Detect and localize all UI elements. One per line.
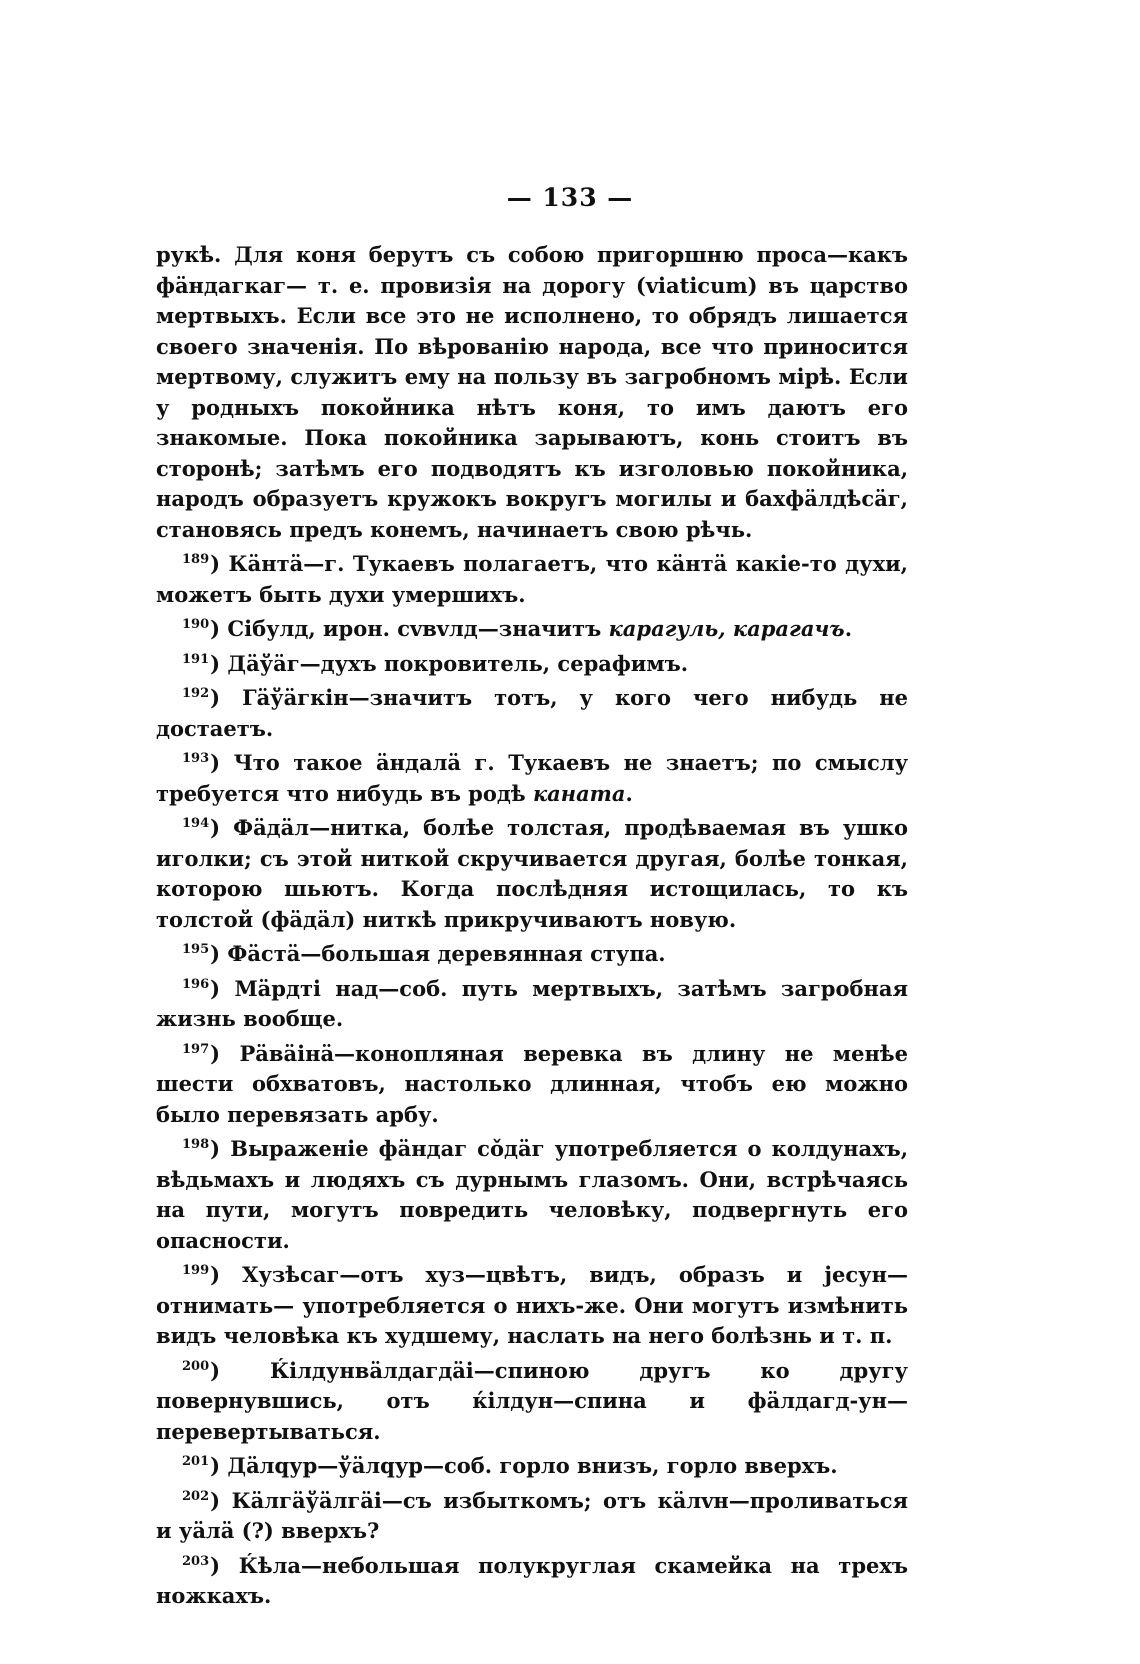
footnote-189: $^{189}$) Кäнтä—г. Тукаевъ полагаетъ, что кäнтä какіе-то духи, можетъ быть духи умершихъ. xyxy=(156,551,908,607)
footnote-number: 193 xyxy=(182,751,210,766)
footnote-text: Выраженіе фäндаг сǒдäг употребляется о колдунахъ, вѣдьмахъ и людяхъ съ дурнымъ глазомъ. Они, встрѣчаясь на пути, могутъ повредить человѣку, подвергнуть его опасности. xyxy=(156,1136,909,1253)
footnote-text: Кäнтä—г. Тукаевъ полагаетъ, что кäнтä какіе-то духи, можетъ быть духи умершихъ. xyxy=(156,551,908,607)
footnote-emphasis: карагуль, карагачъ xyxy=(608,616,845,641)
footnote-number: 195 xyxy=(182,942,210,957)
footnote-text: Гäўäгкін—значитъ тотъ, у кого чего нибудь не достаетъ. xyxy=(156,685,908,741)
footnote-text: Рäвäінä—конопляная веревка въ длину не менѣе шести обхватовъ, настолько длинная, чтобъ ею можно было перевязать арбу. xyxy=(156,1040,908,1127)
footnote-200: $^{200}$) Ќілдунвäлдагдäі—спиною другъ ко другу повернувшись, отъ ќілдун—спина и фäлдагд-ун—перевертываться. xyxy=(156,1357,908,1444)
footnote-number: 194 xyxy=(182,816,210,831)
footnote-195: $^{195}$) Фäстä—большая деревянная ступа. xyxy=(182,941,666,966)
footnote-number: 199 xyxy=(182,1263,210,1278)
footnote-198: $^{198}$) Выраженіе фäндаг сǒдäг употребляется о колдунахъ, вѣдьмахъ и людяхъ съ дурнымъ глазомъ. Они, встрѣчаясь на пути, могутъ повредить человѣку, подвергнуть его опасности. xyxy=(156,1136,909,1253)
footnote-191: $^{191}$) Дäўäг—духъ покровитель, серафимъ. xyxy=(182,650,689,676)
footnote-203: $^{203}$) Ќѣла—небольшая полукруглая скамейка на трехъ ножкахъ. xyxy=(156,1552,908,1608)
footnote-text: Ќілдунвäлдагдäі—спиною другъ ко другу повернувшись, отъ ќілдун—спина и фäлдагд-ун—перевертываться. xyxy=(156,1357,908,1444)
footnote-tail: . xyxy=(844,616,853,641)
footnote-193: $^{193}$) Что такое äндалä г. Тукаевъ не знаетъ; по смыслу требуется что нибудь въ родѣ каната. xyxy=(156,750,909,806)
footnote-text: Дäўäг—духъ покровитель, серафимъ. xyxy=(227,650,689,676)
footnote-196: $^{196}$) Мäрдті над—соб. путь мертвыхъ, затѣмъ загробная жизнь вообще. xyxy=(156,975,908,1031)
footnote-emphasis: каната xyxy=(532,780,626,806)
footnote-text: Сібулд, ирон. сvвvлд—значитъ xyxy=(227,616,602,641)
footnote-number: 191 xyxy=(182,651,210,667)
footnote-number: 203 xyxy=(182,1553,210,1569)
footnote-text: Кäлгäўäлгäі—съ избыткомъ; отъ кäлvн—проливаться и уäлä (?) вверхъ? xyxy=(156,1487,908,1543)
footnote-number: 201 xyxy=(182,1454,210,1469)
footnote-text: Хузѣсаг—отъ хуз—цвѣтъ, видъ, образъ и jесун—отнимать— употребляется о нихъ-же. Они могутъ измѣнить видъ человѣка къ худшему, наслать на него болѣзнь и т. п. xyxy=(156,1262,908,1348)
footnote-text: Фäстä—большая деревянная ступа. xyxy=(227,941,666,966)
page-number: — 133 — xyxy=(506,183,634,212)
footnote-number: 202 xyxy=(182,1488,210,1504)
footnote-number: 197 xyxy=(182,1041,210,1057)
footnote-197: $^{197}$) Рäвäінä—конопляная веревка въ длину не менѣе шести обхватовъ, настолько длинная, чтобъ ею можно было перевязать арбу. xyxy=(156,1040,908,1127)
footnote-190: $^{190}$) Сібулд, ирон. сvвvлд—значитъ карагуль, карагачъ. xyxy=(182,616,853,641)
footnote-192: $^{192}$) Гäўäгкін—значитъ тотъ, у кого чего нибудь не достаетъ. xyxy=(156,685,908,741)
footnote-202: $^{202}$) Кäлгäўäлгäі—съ избыткомъ; отъ кäлvн—проливаться и уäлä (?) вверхъ? xyxy=(156,1487,908,1543)
footnote-text: Что такое äндалä г. Тукаевъ не знаетъ; по смыслу требуется что нибудь въ родѣ xyxy=(156,750,909,806)
body-paragraph: рукѣ. Для коня берутъ съ собою пригоршню проса—какъ фäндагкаг— т. е. провизія на дорогу (viaticum) въ царство мертвыхъ. Если все это не исполнено, то обрядъ лишается своего значенія. По вѣрованію народа, все что приносится мертвому, служитъ ему на пользу въ загробномъ мірѣ. Если у родныхъ покойника нѣтъ коня, то имъ даютъ его знакомые. Пока покойника зарываютъ, конь стоитъ въ сторонѣ; затѣмъ его подводятъ къ изголовью покойника, народъ образуетъ кружокъ вокругъ могилы и бахфäлдѣсäг, становясь предъ конемъ, начинаетъ свою рѣчь. xyxy=(156,242,908,542)
footnote-201: $^{201}$) Дäлqур—ўäлqур—соб. горло внизъ, горло вверхъ. xyxy=(182,1453,838,1478)
footnote-text: Дäлqур—ўäлqур—соб. горло внизъ, горло вверхъ. xyxy=(227,1453,838,1478)
footnote-number: 192 xyxy=(182,686,210,701)
footnote-number: 189 xyxy=(182,552,210,567)
footnote-number: 196 xyxy=(182,976,210,992)
page-body xyxy=(156,240,908,1612)
footnote-text: Фäдäл—нитка, болѣе толстая, продѣваемая въ ушко иголки; съ этой ниткой скручивается другая, болѣе тонкая, которою шьютъ. Когда послѣдняя истощилась, то къ толстой (фäдäл) ниткѣ прикручиваютъ новую. xyxy=(156,815,909,932)
footnote-number: 200 xyxy=(182,1358,210,1374)
footnote-text: Ќѣла—небольшая полукруглая скамейка на трехъ ножкахъ. xyxy=(156,1552,908,1608)
footnote-text: Мäрдті над—соб. путь мертвыхъ, затѣмъ загробная жизнь вообще. xyxy=(156,975,908,1031)
footnote-199: $^{199}$) Хузѣсаг—отъ хуз—цвѣтъ, видъ, образъ и jесун—отнимать— употребляется о нихъ-же. Они могутъ измѣнить видъ человѣка къ худшему, наслать на него болѣзнь и т. п. xyxy=(156,1262,908,1348)
footnote-tail: . xyxy=(625,780,633,806)
footnote-number: 198 xyxy=(182,1137,210,1152)
footnote-number: 190 xyxy=(182,617,210,632)
footnote-194: $^{194}$) Фäдäл—нитка, болѣе толстая, продѣваемая въ ушко иголки; съ этой ниткой скручивается другая, болѣе тонкая, которою шьютъ. Когда послѣдняя истощилась, то къ толстой (фäдäл) ниткѣ прикручиваютъ новую. xyxy=(156,815,909,932)
